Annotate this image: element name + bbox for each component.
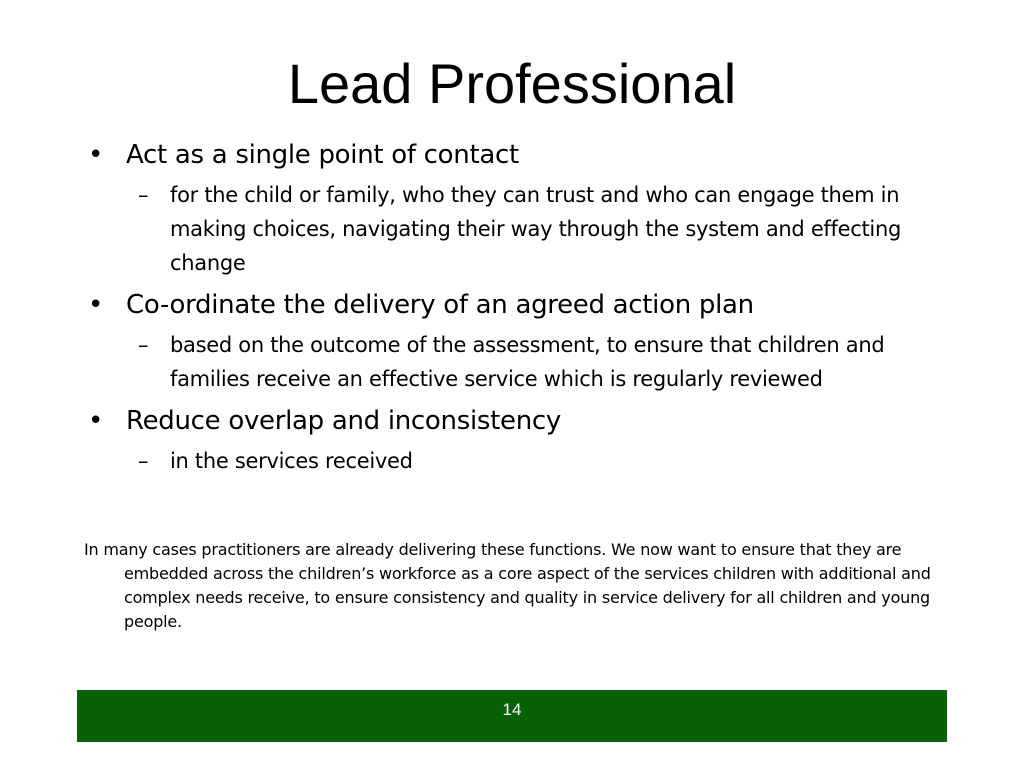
sub-bullet-dash: – xyxy=(138,183,149,207)
bullet-text: Co-ordinate the delivery of an agreed action plan xyxy=(126,290,754,320)
sub-bullet-text: based on the outcome of the assessment, to ensure that children and families receive an effective service which is regularly reviewed xyxy=(170,333,885,391)
slide-title: Lead Professional xyxy=(287,52,737,115)
bullet-dot: • xyxy=(88,406,104,436)
bullet-text: Reduce overlap and inconsistency xyxy=(126,406,561,436)
sub-bullet-item xyxy=(84,444,944,478)
sub-bullet-dash: – xyxy=(138,449,149,473)
bullet-dot: • xyxy=(88,140,104,170)
sub-bullet-text: in the services received xyxy=(170,449,413,473)
sub-bullet-dash: – xyxy=(138,333,149,357)
bullet-item xyxy=(84,138,944,172)
footer-bar xyxy=(77,690,947,742)
bullet-dot: • xyxy=(88,290,104,320)
bullet-item xyxy=(84,288,944,322)
slide-note: In many cases practitioners are already delivering these functions. We now want to ensure that they are embedded across the children’s workforce as a core aspect of the services children with additional and complex needs receive, to ensure consistency and quality in service delivery for all children and young people. xyxy=(84,540,931,631)
bullet-text: Act as a single point of contact xyxy=(126,140,519,170)
bullet-list xyxy=(84,138,944,486)
sub-bullet-item xyxy=(84,328,944,396)
sub-bullet-text: for the child or family, who they can trust and who can engage them in making choices, navigating their way through the system and effecting change xyxy=(170,183,901,275)
page-number: 14 xyxy=(502,700,522,719)
sub-bullet-item xyxy=(84,178,944,280)
bullet-item xyxy=(84,404,944,438)
